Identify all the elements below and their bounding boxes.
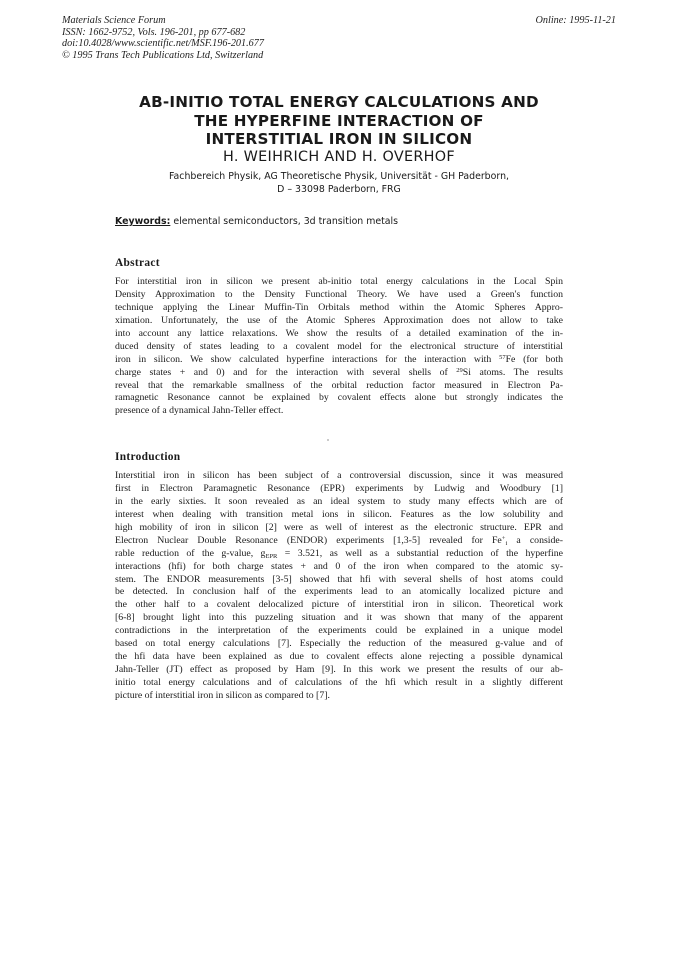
abstract-line: ramagnetic Resonance cannot be explained by covalent effects alone but strongly indicates the <box>115 392 563 404</box>
intro-line-text: rable reduction of the g-value, g <box>115 547 266 559</box>
authors: H. WEIHRICH AND H. OVERHOF <box>222 148 455 165</box>
paper-title-line-3: INTERSTITIAL IRON IN SILICON <box>205 130 473 149</box>
introduction-heading: Introduction <box>115 451 181 463</box>
issn-line: ISSN: 1662-9752, Vols. 196-201, pp 677-682 <box>62 26 246 38</box>
online-date: Online: 1995-11-21 <box>535 15 616 26</box>
abstract-line: presence of a dynamical Jahn-Teller effect. <box>115 405 284 417</box>
keywords <box>115 216 398 227</box>
journal-header <box>62 15 264 61</box>
abstract-line-tail: Si atoms. The results <box>462 366 563 378</box>
keywords-text: elemental semiconductors, 3d transition metals <box>170 216 399 227</box>
intro-line: first in Electron Paramagnetic Resonance (EPR) experiments by Ludwig and Woodbury [1] <box>115 482 563 494</box>
intro-line: interest when dealing with transition metal ions in silicon. Features as the low solubility and <box>115 508 563 520</box>
intro-line: the hfi data have been explained as due to covalent effects alone rejecting a possible dynamical <box>115 651 563 663</box>
charge-superscript: + <box>501 534 506 542</box>
intro-line: interactions (hfi) for both charge states + and 0 of the iron when compared to the atomic sy- <box>115 560 563 572</box>
intro-line-tail: a conside- <box>507 534 563 546</box>
affiliation-line-1: Fachbereich Physik, AG Theoretische Physik, Universität - GH Paderborn, <box>169 171 509 183</box>
affiliation-line-2: D – 33098 Paderborn, FRG <box>277 183 401 195</box>
journal-name: Materials Science Forum <box>62 15 166 26</box>
isotope-superscript: 29 <box>456 366 463 374</box>
intro-line: the other half to a covalent delocalized picture of interstitial iron in silicon. Theoretical work <box>115 599 563 611</box>
intro-line: [6-8] brought light into this puzzeling situation and it was shown that many of the apparent <box>115 612 563 624</box>
abstract-line <box>115 367 563 380</box>
intro-line: contradictions in the interpretation of the experiments could be explained in a unique model <box>115 625 563 637</box>
abstract-line: reveal that the remarkable smallness of the orbital reduction factor measured in Electron Pa- <box>115 379 563 391</box>
intro-line: Interstitial iron in silicon has been subject of a controversial discussion, since it was measured <box>115 470 563 481</box>
intro-line-text: Electron Nuclear Double Resonance (ENDOR) experiments [1,3-5] revealed for Fe <box>115 534 502 546</box>
abstract-line: ximation. Unfortunately, the use of the Atomic Spheres Approximation does not allow to take <box>115 314 563 326</box>
abstract-line: Density Approximation to the Density Functional Theory. We have used a Green's function <box>115 288 563 300</box>
intro-line-tail: = 3.521, as well as a substantial reduction of the hyperfine <box>277 547 563 559</box>
abstract-line-text: charge states + and 0) and for the interaction with several shells of <box>115 366 448 378</box>
intro-line: Jahn-Teller (JT) effect as proposed by Ham [9]. In this work we present the results of our ab- <box>115 664 563 676</box>
intro-line <box>115 535 563 548</box>
title-block <box>60 93 618 196</box>
intro-line: based on total energy calculations [7]. Especially the reduction of the measured g-value and of <box>115 638 563 650</box>
epr-subscript: EPR <box>265 552 278 560</box>
abstract-line: duced density of states leading to a covalent model for the electronical structure of interstitial <box>115 340 563 352</box>
intro-line: initio total energy calculations and of calculations of the hfi which result in a slightly different <box>115 677 563 688</box>
abstract-line: into account any lattice relaxations. We show the results of a detailed examination of the in- <box>115 327 563 339</box>
abstract-line <box>115 354 563 367</box>
doi-line: doi:10.4028/www.scientific.net/MSF.196-201.677 <box>62 38 264 50</box>
intro-line: high mobility of iron in silicon [2] were as well of interest as the electronic structure. EPR and <box>115 521 563 533</box>
abstract-body <box>115 276 563 418</box>
intro-line <box>115 548 563 561</box>
interstitial-subscript: i <box>505 539 508 547</box>
isotope-superscript: 57 <box>499 353 506 361</box>
abstract-line-tail: Fe (for both <box>505 353 563 365</box>
intro-line: be detected. In conclusion half of the experiments lead to an atomically localized picture and <box>115 586 563 598</box>
intro-line: stem. The ENDOR measurements [3-5] showed that hfi with several shells of host atoms could <box>115 573 563 585</box>
abstract-heading: Abstract <box>115 257 160 269</box>
keywords-label: Keywords: <box>115 216 171 227</box>
paper-title-line-2: THE HYPERFINE INTERACTION OF <box>194 111 484 130</box>
paper-title-line-1: AB-INITIO TOTAL ENERGY CALCULATIONS AND <box>139 93 539 111</box>
copyright-line: © 1995 Trans Tech Publications Ltd, Switzerland <box>62 49 264 61</box>
abstract-line: technique applying the Linear Muffin-Tin Orbitals method within the Atomic Spheres Appro- <box>115 301 563 313</box>
intro-line: in the early sixties. It soon revealed as an ideal system to study many effects which are of <box>115 495 563 507</box>
introduction-body <box>115 470 563 703</box>
abstract-line-text: iron in silicon. We show calculated hyperfine interactions for the interaction with <box>115 353 492 365</box>
stray-mark <box>327 439 329 441</box>
abstract-line: For interstitial iron in silicon we present ab-initio total energy calculations in the Local Spin <box>115 276 563 287</box>
intro-line: picture of interstitial iron in silicon as compared to [7]. <box>115 689 330 701</box>
